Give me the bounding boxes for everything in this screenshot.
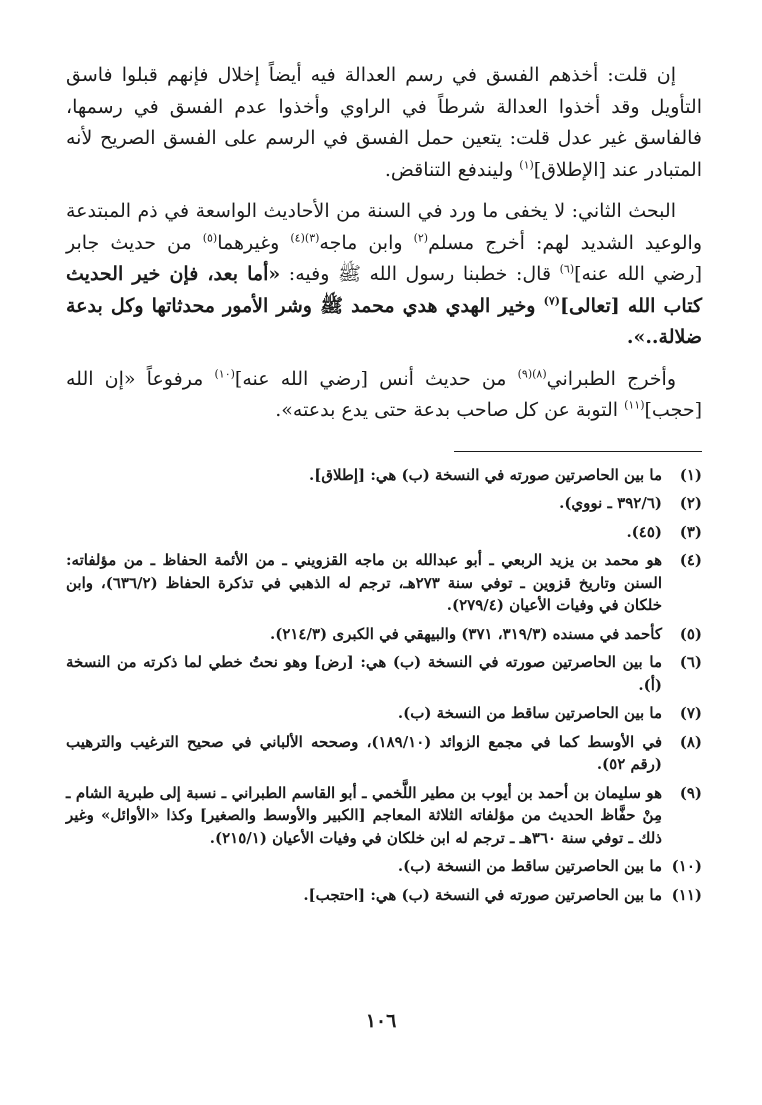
footnote-ref-8-9: (٨)(٩) (517, 367, 547, 381)
paragraph-2-text-b: وابن ماجه (319, 231, 414, 254)
footnote-ref-10: (١٠) (214, 367, 235, 381)
footnote-number: (٢) (679, 494, 702, 512)
footnote-text: هو سليمان بن أحمد بن أيوب بن مطير اللَّخمي ـ أبو القاسم الطبراني ـ نسبة إلى طبرية الشام ـ مِنْ حفَّاظ الحديث من مؤلفاته الثلاثة المعاجم [الكبير والأوسط والصغير] وكذا «الأوائل» وغير ذلك ـ توفي سنة ٣٦٠هـ ـ ترجم له ابن خلكان في وفيات الأعيان (٢١٥/١). (66, 783, 662, 847)
footnote (66, 521, 702, 544)
paragraph-1-text-end: وليندفع التناقض. (384, 158, 520, 181)
footnote (66, 464, 702, 487)
paragraph-1-text: إن قلت: أخذهم الفسق في رسم العدالة فيه أيضاً إخلال فإنهم قبلوا فاسق التأويل وقد أخذوا العدالة شرطاً في الراوي وأخذوا عدم الفسق في رسمها، فالفاسق غير عدل قلت: يتعين حمل الفسق في الرسم على الفسق الصريح لأنه المتبادر عند [الإطلاق] (66, 64, 702, 181)
footnote (66, 855, 702, 878)
footnotes (66, 464, 702, 907)
page-body (66, 60, 702, 912)
footnote-ref-6: (٦) (559, 262, 575, 276)
paragraph-2-text-d: من حديث جابر [رضي الله عنه] (66, 231, 702, 285)
footnote-number: (٦) (679, 653, 702, 671)
footnote-ref-3-4: (٣)(٤) (290, 231, 320, 245)
paragraph-2 (66, 196, 702, 354)
footnote-text: كأحمد في مسنده (٣١٩/٣، ٣٧١) والبيهقي في الكبرى (٢١٤/٣). (269, 624, 662, 643)
footnote-text: ما بين الحاصرتين صورته في النسخة (ب) هي: [إطلاق]. (309, 465, 662, 484)
footnote-number: (١٠) (671, 857, 702, 875)
footnote-number: (١) (679, 465, 702, 484)
footnote-number: (٩) (679, 783, 702, 802)
footnote-text: ما بين الحاصرتين صورته في النسخة (ب) هي: [رض] وهو نحتُ خطي لما ذكرته من النسخة (أ). (66, 653, 662, 694)
footnote (66, 731, 702, 776)
footnote (66, 782, 702, 850)
footnote-number: (٥) (679, 624, 702, 643)
footnote-separator-wrap (66, 427, 702, 464)
footnote-number: (٣) (679, 522, 702, 541)
paragraph-2-text-e: قال: خطبنا رسول الله ﷺ وفيه: (280, 263, 560, 285)
footnote-ref-1: (١) (519, 158, 534, 172)
footnote-ref-2: (٢) (413, 231, 429, 245)
footnote (66, 651, 702, 696)
footnote-ref-11: (١١) (624, 398, 645, 412)
main-text (66, 60, 702, 427)
paragraph-3-text-b: من حديث أنس [رضي الله عنه] (234, 367, 518, 390)
footnote-text: (٤٥). (626, 522, 662, 541)
paragraph-1 (66, 60, 702, 186)
footnote-number: (١١) (671, 885, 702, 904)
footnote-number: (٨) (679, 732, 702, 751)
footnote-text: ما بين الحاصرتين ساقط من النسخة (ب). (397, 857, 662, 875)
footnote (66, 623, 702, 646)
footnote-text: هو محمد بن يزيد الربعي ـ أبو عبدالله بن ماجه القزويني ـ من الأئمة الحفاظ ـ من مؤلفاته: السنن وتاريخ قزوين ـ توفي سنة ٢٧٣هـ، ترجم له الذهبي في تذكرة الحفاظ (٦٣٦/٢)، وابن خلكان في وفيات الأعيان (٢٧٩/٤). (66, 551, 662, 614)
footnote-number: (٧) (679, 704, 702, 722)
footnote-text: (٣٩٢/٦ ـ نووي). (559, 494, 662, 512)
paragraph-2-text-c: وغيرهما (217, 231, 291, 254)
paragraph-3-text: وأخرج الطبراني (546, 367, 676, 390)
paragraph-2-text: البحث الثاني: لا يخفى ما ورد في السنة من الأحاديث الواسعة في ذم المبتدعة والوعيد الشديد لهم: أخرج مسلم (66, 200, 702, 254)
footnote (66, 549, 702, 617)
footnote (66, 702, 702, 725)
footnote-text: ما بين الحاصرتين صورته في النسخة (ب) هي: [احتجب]. (303, 885, 662, 904)
footnote (66, 884, 702, 907)
footnote-separator (454, 451, 702, 452)
hadith-quote-a: «أما بعد، فإن خير الحديث كتاب الله [تعالى] (66, 263, 702, 317)
hadith-quote-b: وخير الهدي هدي محمد ﷺ وشر الأمور محدثاتها وكل بدعة ضلالة..». (66, 294, 702, 348)
footnote-ref-5: (٥) (202, 231, 218, 245)
footnote (66, 492, 702, 515)
footnote-number: (٤) (679, 551, 702, 569)
paragraph-3-text-c: مرفوعاً «إن الله [حجب] (66, 367, 702, 421)
footnote-text: في الأوسط كما في مجمع الزوائد (١٨٩/١٠)، وصححه الألباني في صحيح الترغيب والترهيب (رقم ٥٢). (66, 732, 662, 773)
footnote-ref-7: (٧) (543, 294, 560, 308)
paragraph-3-text-d: التوبة عن كل صاحب بدعة حتى يدع بدعته». (275, 399, 625, 421)
page-number: ١٠٦ (365, 1010, 397, 1032)
footnote-text: ما بين الحاصرتين ساقط من النسخة (ب). (397, 704, 662, 722)
paragraph-3 (66, 364, 702, 427)
